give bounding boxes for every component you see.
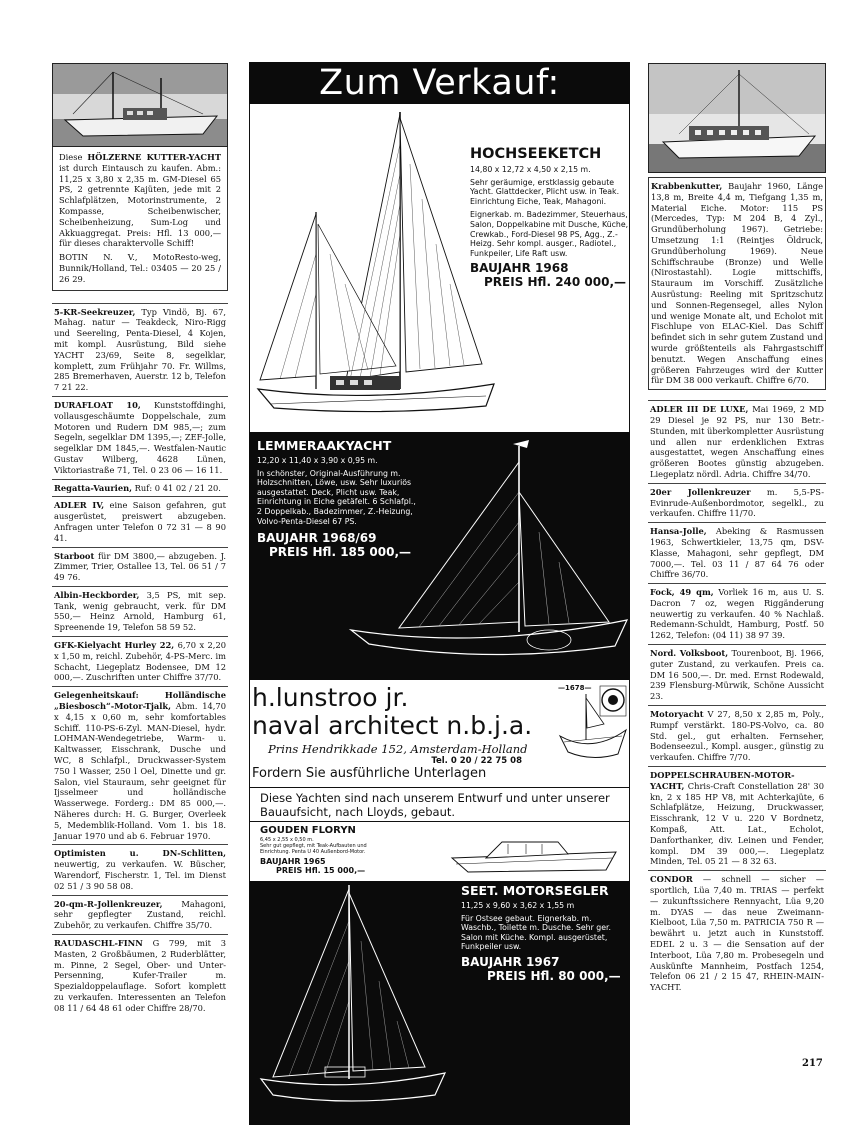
ad-text: Ruf: 0 41 02 / 21 20. bbox=[132, 482, 221, 493]
gouden-title: GOUDEN FLORYN bbox=[260, 825, 356, 836]
left-column bbox=[52, 63, 228, 1017]
seet-info bbox=[461, 883, 626, 983]
ad-heading: Motoryacht bbox=[650, 709, 704, 720]
kutter-ad bbox=[52, 147, 228, 291]
hochseeketch-desc1: Sehr geräumige, erstklassig gebaute Yacht. Glattdecker, Plicht usw. in Teak. Einrichtung Eiche, Teak, Mahagoni. bbox=[470, 177, 620, 206]
ad-text: 6,70 x 2,20 x 1,50 m, reichl. Zubehör, 4-PS-Merc. im Schacht, Liegeplatz Bodensee, DM 12 000,—. Zuschriften unter Chiffre 37/70. bbox=[54, 640, 226, 683]
ad-text: Tourenboot, Bj. 1966, guter Zustand, zu verkaufen. Preis ca. DM 16 500,—. Dr. med. Ernst Rodewald, 239 Flensburg-Mürwik, Schöne Aussicht 23. bbox=[650, 648, 824, 702]
ad-heading: Regatta-Vaurien, bbox=[54, 482, 133, 493]
krabbenkutter-photo bbox=[648, 63, 826, 173]
classified-ad bbox=[648, 522, 826, 583]
ad-heading: Starboot bbox=[54, 550, 95, 561]
classified-ad bbox=[52, 636, 228, 686]
ad-text: Abeking & Rasmussen 1963, Schwertkieler, 13,75 qm, DSV-Klasse, Mahagoni, sehr gepflegt, DM 7000,—. Tel. 03 11 / 87 64 76 oder Chiffre 36/70. bbox=[650, 526, 824, 580]
classified-ad bbox=[52, 479, 228, 497]
ad-text: Mai 1969, 2 MD 29 Diesel je 92 PS, nur 130 Betr.-Stunden, mit überkompletter Ausrüstung und allen nur erdenklichen Extras ausgestattet, wegen Anschaffung eines größeren Bootes günstig abzugeben. Liegeplatz nördl. Adria. Chiffre 34/70. bbox=[650, 404, 825, 479]
lunstroo-fordern: Fordern Sie ausführliche Unterlagen bbox=[252, 766, 487, 781]
right-column bbox=[648, 63, 826, 996]
classified-ad bbox=[52, 686, 228, 844]
gouden-dims: 6,45 x 2,55 x 0,50 m. bbox=[260, 837, 314, 843]
ad-heading: 20er Jollenkreuzer bbox=[650, 486, 751, 497]
ad-text: neuwertig, zu verkaufen. W. Büscher, Warendorf, Fischerstr. 1, Tel. im Dienst 02 51 / 3 90 58 08. bbox=[54, 859, 226, 891]
ad-text: Vorliek 16 m, aus U. S. Dacron 7 oz, wegen Riggänderung neuwertig zu verkaufen. 40 % Nachlaß. Redemann-Schuldt, Hamburg, Postf. 50 1262, Telefon: (04 11) 38 97 39. bbox=[650, 587, 825, 641]
seet-title: SEET. MOTORSEGLER bbox=[461, 883, 609, 898]
ad-heading: Fock, 49 qm, bbox=[650, 587, 714, 598]
lunstroo-line1: h.lunstroo jr. bbox=[252, 683, 409, 712]
classified-ad bbox=[648, 483, 826, 522]
ad-heading: Albin-Heckborder, bbox=[54, 589, 140, 600]
ad-heading: GFK-Kielyacht Hurley 22, bbox=[54, 640, 175, 651]
left-ad-list bbox=[52, 303, 228, 1017]
lemmer-baujahr: BAUJAHR 1968/69 bbox=[257, 531, 377, 546]
logo-year: —1678— bbox=[558, 684, 592, 692]
hochseeketch-info bbox=[470, 146, 630, 289]
classified-ad bbox=[52, 586, 228, 636]
hochseeketch-desc2: Eignerkab. m. Badezimmer, Steuerhaus, Salon, Doppelkabine mit Dusche, Küche, Crewkab., Ford-Diesel 98 PS, Agg., Z.-Heizg. Sehr kompl. ausger., Radiotel., Funkpeiler, Life Raft usw. bbox=[470, 210, 629, 258]
hochseeketch-baujahr: BAUJAHR 1968 bbox=[470, 261, 569, 276]
hochseeketch-title: HOCHSEEKETCH bbox=[470, 146, 602, 162]
ad-heading: 5-KR-Seekreuzer, bbox=[54, 306, 136, 317]
seet-dims: 11,25 x 9,60 x 3,62 x 1,55 m bbox=[461, 901, 575, 910]
ad-heading: Krabbenkutter, bbox=[651, 181, 723, 191]
gouden-desc: Sehr gut gepflegt, mit Teak-Aufbauten und Einrichtung. Penta U 40 Außenbord-Motor. bbox=[260, 843, 367, 855]
gouden-info bbox=[260, 825, 410, 875]
hochseeketch-section bbox=[249, 104, 630, 432]
ad-heading: DOPPELSCHRAUBEN-MOTOR-YACHT, bbox=[650, 770, 795, 791]
classified-ad bbox=[52, 496, 228, 546]
lunstroo-logo bbox=[556, 684, 628, 764]
ad-heading: HÖLZERNE KUTTER-YACHT bbox=[87, 152, 221, 162]
classified-ad bbox=[52, 934, 228, 1017]
ad-heading: RAUDASCHL-FINN bbox=[54, 938, 143, 948]
ad-text: für DM 3800,— abzugeben. J. Zimmer, Trier, Ostallee 13, Tel. 06 51 / 7 49 76. bbox=[54, 550, 226, 583]
ad-contact: BOTIN N. V., MotoResto-weg, Bunnik/Holland, Tel.: 03405 — 20 25 / 26 29. bbox=[59, 252, 221, 284]
ship-logo bbox=[556, 684, 628, 764]
ad-heading: 20-qm-R-Jollenkreuzer, bbox=[54, 898, 163, 909]
ad-heading: Optimisten u. DN-Schlitten, bbox=[54, 848, 226, 859]
ad-text: m. 5,5-PS-Evinrude-Außenbordmotor, segelkl., zu verkaufen. Chiffre 11/70. bbox=[650, 486, 825, 519]
classified-ad bbox=[52, 895, 228, 934]
ad-text: Baujahr 1960, Länge 13,8 m, Breite 4,4 m, Tiefgang 1,35 m, Material Eiche. Motor: 115 PS (Mercedes, Typ: M 204 B, 4 Zyl., Grundüberholung 1967). Getriebe: Umsetzung 1:1 (Reintjes Öldruck, Grundüberholung 1969). Neue Schiffschraube (Bronze) und Welle (Nirostastahl). Logie mittschiffs, Stauraum im Vorschiff. Zusätzliche Ausrüstung: Reeling mit Spritzschutz und Sonnen-Regensegel, alles Nylon und wenige Monate alt, und Echolot mit Fischlupe von ELAC-Kiel. Das Schiff befindet sich in sehr gutem Zustand und wurde größtenteils als Fahrgastschiff benutzt. Wegen Anschaffung eines größeren Fahrzeuges wird der Kutter für DM 38 000 verkauft. Chiffre 6/70. bbox=[651, 181, 823, 386]
banner-title: Zum Verkauf: bbox=[249, 62, 630, 104]
ad-text: Chris-Craft Constellation 28' 30 kn, 2 x 185 HP V8, mit Achterkajüte, 6 Schlafplätze, Heizung, Druckwasser, Eisschrank, 12 V u. 220 V Bordnetz, Kompaß, Att. Lat., Echolot, Danforthanker, div. Leinen und Fender, kompl. DM 39 000,—. Liegeplatz Minden, Tel. 05 21 — 8 32 63. bbox=[650, 780, 824, 867]
ad-text: Diese bbox=[59, 152, 88, 162]
ad-text: Typ Vindö, Bj. 67, Mahag. natur — Teakdeck, Niro-Rigg und Seereling, Penta-Diesel, 4 Kojen, mit kompl. Ausrüstung, Bild siehe YACHT 23/69, Seite 8, segelklar, komplett, zum Frühjahr 70. Fr. Willms, 285 Bremerhaven, Auerstr. 12 b, Telefon 7 21 22. bbox=[54, 306, 226, 393]
lemmer-preis: PREIS Hfl. 185 000,— bbox=[269, 545, 412, 560]
page-number: 217 bbox=[802, 1058, 823, 1069]
gouden-baujahr: BAUJAHR 1965 bbox=[260, 857, 326, 866]
ketch-drawing bbox=[250, 104, 500, 432]
ad-heading: Gelegenheitskauf: Holländische „Biesbosch“-Motor-Tjalk, bbox=[54, 690, 226, 712]
lemmer-title: LEMMERAAKYACHT bbox=[257, 438, 392, 453]
ad-text: eine Saison gefahren, gut ausgerüstet, preiswert abzugeben. Anfragen unter Telefon 0 72 31 — 8 90 41. bbox=[54, 500, 226, 543]
lunstroo-line2: naval architect n.b.j.a. bbox=[252, 711, 533, 740]
motorboat-drawing bbox=[446, 828, 626, 878]
classified-ad bbox=[648, 400, 826, 483]
seet-baujahr: BAUJAHR 1967 bbox=[461, 954, 560, 969]
classified-ad bbox=[52, 303, 228, 396]
lemmer-desc: In schönster, Original-Ausführung m. Holzschnitten, Löwe, usw. Sehr luxuriös ausgestattet. Deck, Plicht usw. Teak, Einrichtung in Eiche getäfelt. 6 Schlafpl., 2 Doppelkab., Badezimmer, Z.-Heizung, Volvo-Penta-Diesel 67 PS. bbox=[257, 468, 416, 526]
gouden-section bbox=[249, 821, 630, 881]
lemmer-info bbox=[257, 438, 417, 559]
hochseeketch-dims: 14,80 x 12,72 x 4,50 x 2,15 m. bbox=[470, 165, 591, 174]
classified-ad bbox=[648, 644, 826, 705]
lunstroo-tel: Tel. 0 20 / 22 75 08 bbox=[431, 756, 522, 766]
ad-text: Abm. 14,70 x 4,15 x 0,60 m, sehr komfortables Schiff. 110-PS-6-Zyl. MAN-Diesel, hydr. LOHMAN-Wendegetriebe, Warm- u. Kaltwasser, Eisschrank, Dusche und WC, 8 Schlafpl., Druckwasser-System 750 l Wasser, 250 l Oel, Dinette und gr. Salon, viel Stauraum, sehr geeignet für Ijsselmeer und holländische Wasserwege. Forderg.: DM 85 000,—. Näheres durch: H. G. Burger, Overleek 5, Medemblik-Holland. Vom 1. bis 18. Januar 1970 und ab 6. Februar 1970. bbox=[54, 701, 226, 841]
classified-ad bbox=[648, 870, 826, 996]
classified-ad bbox=[648, 766, 826, 870]
krabbenkutter-illustration bbox=[649, 64, 826, 173]
krabbenkutter-ad bbox=[648, 177, 826, 390]
classified-ad bbox=[52, 844, 228, 894]
ad-text: Kunststoffdinghi, vollausgeschäumte Doppelschale, zum Motoren und Rudern DM 985,—; zum Segeln, segelklar DM 1395,—; ZEF-Jolle, segelklar DM 1845,—. Westfalen-Nautic Gustav Wilberg, 4628 Lünen, Viktoriastraße 71, Tel. 0 23 06 — 16 11. bbox=[54, 399, 226, 475]
lemmer-dims: 12,20 x 11,40 x 3,90 x 0,95 m. bbox=[257, 456, 378, 465]
ad-text: — schnell — sicher — sportlich, Lüa 7,40 m. TRIAS — perfekt — zukunftssichere Rennyacht, Lüa 9,20 m. DYAS — das neue Zweimann-Kielboot, Lüa 7,50 m. PATRICIA 750 R — bewährt u. jetzt auch in Kunststoff. EDEL 2 u. 3 — die Sensation auf der Interboot, Lüa 7,80 m. Probesegeln und Auskünfte Mannheim, Postfach 1254, Telefon 06 21 / 2 15 47, RHEIN-MAIN-YACHT. bbox=[650, 874, 824, 993]
center-column bbox=[249, 62, 630, 1125]
ad-text: ist durch Eintausch zu kaufen. Abm.: 11,25 x 3,80 x 2,35 m. GM-Diesel 65 PS, 2 getrennte Kajüten, jede mit 2 Schlafplätzen, Motorinstrumente, 2 Kompasse, Scheibenwischer, Scheibenheizung, Sum-Log und Akkuaggregat. Preis: Hfl. 13 000,— für dieses charaktervolle Schiff! bbox=[59, 162, 221, 249]
ad-text: 3,5 PS, mit sep. Tank, wenig gebraucht, verk. für DM 550,— Heinz Arnold, Hamburg 61, Spreenende 19, Telefon 58 59 52. bbox=[54, 589, 226, 633]
ad-text: G 799, mit 3 Masten, 2 Großbäumen, 2 Ruderblätter, m. Pinne, 2 Segel, Ober- und Unter-Persenning, Kufer-Trailer m. Spezialdoppelauflage. Sofort komplett zu verkaufen. Interessenten an Telefon 08 11 / 64 48 61 oder Chiffre 28/70. bbox=[54, 938, 226, 1013]
seet-section bbox=[249, 881, 630, 1125]
notice-text: Diese Yachten sind nach unserem Entwurf und unter unserer Bauaufsicht, nach Lloyds, gebaut. bbox=[249, 788, 630, 821]
classified-ad bbox=[648, 705, 826, 766]
ad-text: Mahagoni, sehr gepflegter Zustand, reichl. Zubehör, zu verkaufen. Chiffre 35/70. bbox=[54, 898, 226, 931]
gouden-preis: PREIS Hfl. 15 000,— bbox=[276, 866, 366, 875]
ad-heading: ADLER IV, bbox=[54, 500, 105, 511]
ad-heading: Nord. Volksboot, bbox=[650, 648, 729, 659]
classified-ad bbox=[648, 583, 826, 644]
ad-heading: Hansa-Jolle, bbox=[650, 526, 707, 537]
classified-ad bbox=[52, 396, 228, 479]
lunstroo-text bbox=[252, 684, 548, 781]
ad-heading: CONDOR bbox=[650, 874, 693, 885]
kutter-photo bbox=[52, 63, 228, 147]
classified-ad bbox=[52, 547, 228, 586]
hochseeketch-preis: PREIS Hfl. 240 000,— bbox=[484, 275, 627, 290]
seet-desc: Für Ostsee gebaut. Eignerkab. m. Waschb., Toilette m. Dusche. Sehr ger. Salon mit Küche. Kompl. ausgerüstet, Funkpeiler usw. bbox=[461, 913, 612, 952]
ad-heading: ADLER III DE LUXE, bbox=[650, 404, 749, 415]
right-ad-list bbox=[648, 400, 826, 996]
lunstroo-address: Prins Hendrikkade 152, Amsterdam-Holland bbox=[268, 742, 528, 756]
ad-heading: DURAFLOAT 10, bbox=[54, 399, 141, 410]
kutter-illustration bbox=[53, 64, 228, 147]
lunstroo-section bbox=[249, 680, 630, 788]
seet-preis: PREIS Hfl. 80 000,— bbox=[487, 968, 621, 983]
lemmer-section bbox=[249, 432, 630, 680]
ad-text: V 27, 8,50 x 2,85 m, Poly., Rumpf verstärkt. 180-PS-Volvo, ca. 80 Std. gel., gut erhalten. Fernseher, Bodenseezul., Kompl. ausger., günstig zu verkaufen. Chiffre 7/70. bbox=[650, 709, 824, 763]
